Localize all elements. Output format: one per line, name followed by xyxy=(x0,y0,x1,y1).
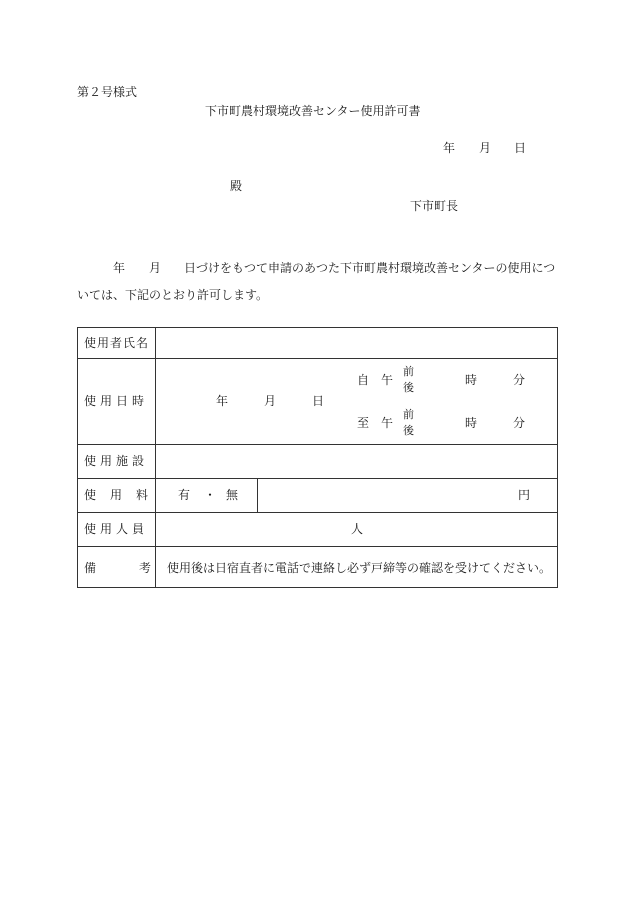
fee-amount-field[interactable] xyxy=(258,479,558,512)
time-from-prefix: 自 xyxy=(357,373,370,387)
permit-table xyxy=(77,327,558,588)
datetime-day: 日 xyxy=(312,394,325,408)
user-name-field[interactable] xyxy=(156,328,558,358)
remarks-label-a: 備 xyxy=(84,561,97,575)
time-from-pm: 後 xyxy=(403,381,414,394)
time-from-ampm-top: 午 xyxy=(381,373,394,387)
people-unit: 人 xyxy=(351,522,364,536)
time-from-am: 前 xyxy=(403,365,414,378)
time-to-ampm-top: 午 xyxy=(381,416,394,430)
row-divider xyxy=(78,546,557,547)
issuer: 下市町長 xyxy=(410,199,459,213)
addressee-suffix: 殿 xyxy=(230,179,243,193)
body-month: 月 xyxy=(149,261,162,275)
facility-label: 使用施設 xyxy=(84,454,149,468)
document-title: 下市町農村環境改善センター使用許可書 xyxy=(205,104,421,118)
form-number: 第２号様式 xyxy=(77,85,138,99)
fee-currency: 円 xyxy=(518,488,531,502)
datetime-year: 年 xyxy=(216,394,229,408)
fee-dot: ・ xyxy=(204,488,217,502)
user-name-label: 使用者氏名 xyxy=(84,336,150,350)
people-label: 使用人員 xyxy=(84,522,149,536)
remarks-text: 使用後は日宿直者に電話で連絡し必ず戸締等の確認を受けてください。 xyxy=(167,561,552,575)
body-year: 年 xyxy=(113,261,126,275)
fee-label xyxy=(84,488,163,502)
time-to-pm: 後 xyxy=(403,424,414,437)
date-day: 日 xyxy=(514,141,527,155)
fee-yes[interactable]: 有 xyxy=(178,488,191,502)
time-to-am: 前 xyxy=(403,408,414,421)
body-text-line2: いては、下記のとおり許可します。 xyxy=(77,288,269,302)
fee-label-text: 使用料 xyxy=(84,488,163,502)
time-to-prefix: 至 xyxy=(357,416,370,430)
time-from-minute: 分 xyxy=(513,373,526,387)
fee-no[interactable]: 無 xyxy=(226,488,239,502)
facility-field[interactable] xyxy=(156,445,558,478)
time-from-hour: 時 xyxy=(465,373,478,387)
body-text-line1: 日づけをもつて申請のあつた下市町農村環境改善センターの使用につ xyxy=(184,261,556,275)
date-year: 年 xyxy=(443,141,456,155)
datetime-label: 使用日時 xyxy=(84,394,149,408)
time-to-hour: 時 xyxy=(465,416,478,430)
date-month: 月 xyxy=(479,141,492,155)
datetime-month: 月 xyxy=(264,394,277,408)
time-to-minute: 分 xyxy=(513,416,526,430)
remarks-label-b: 考 xyxy=(139,561,152,575)
